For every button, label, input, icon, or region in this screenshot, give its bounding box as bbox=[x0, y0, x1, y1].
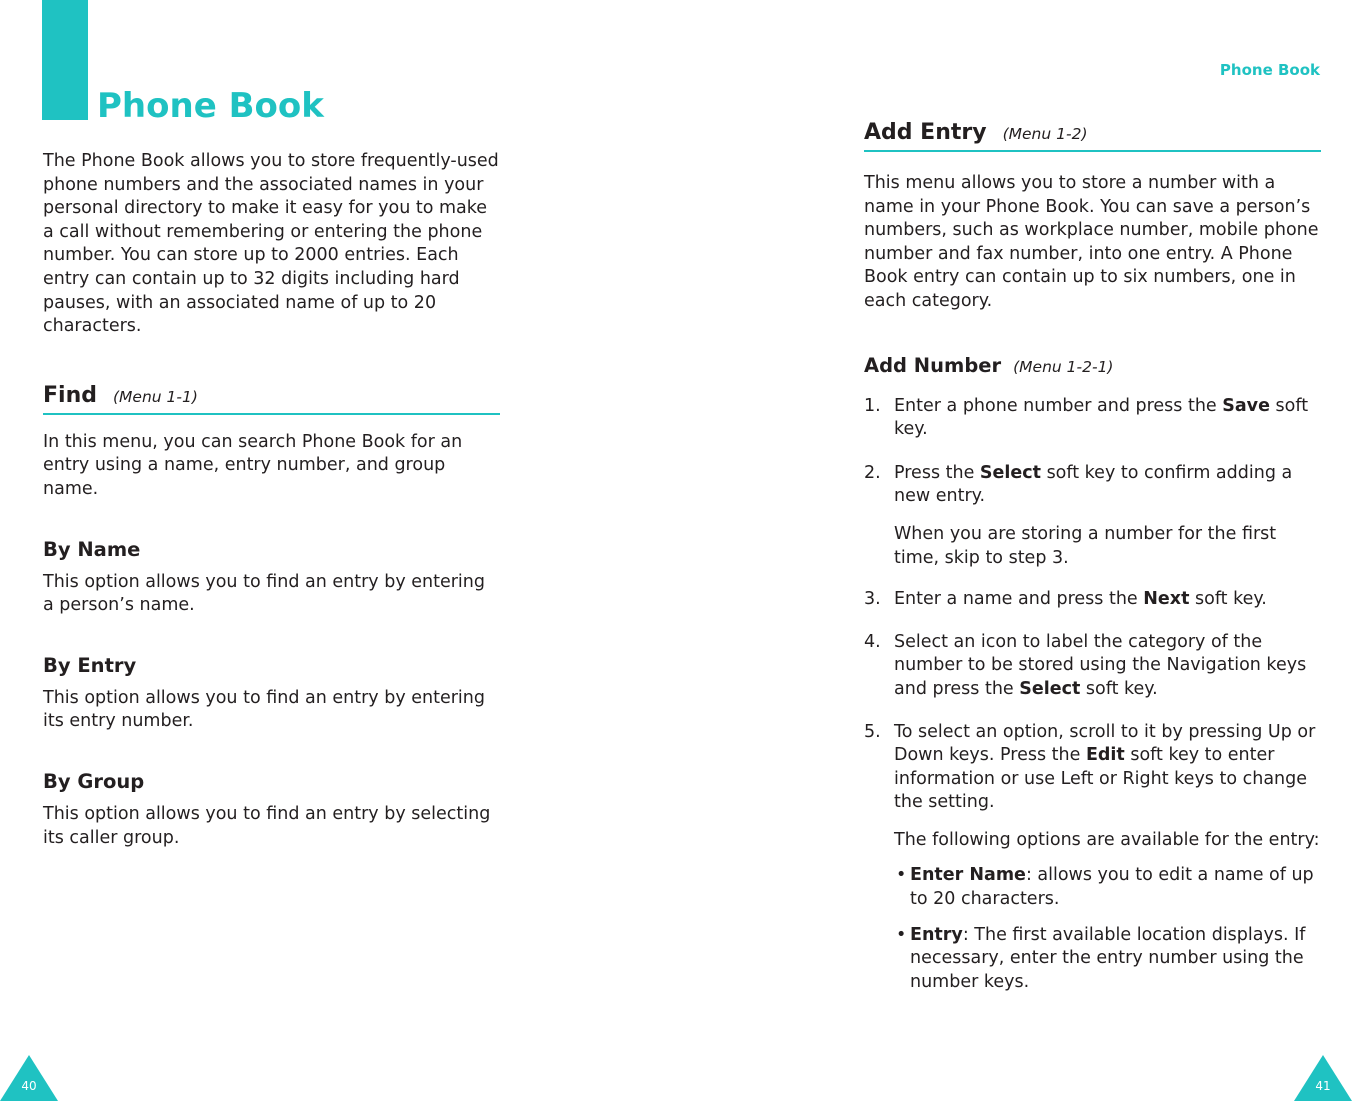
step-item: 2. Press the Select soft key to confirm adding a new entry. bbox=[864, 462, 1321, 509]
step-item: 5. To select an option, scroll to it by pressing Up or Down keys. Press the Edit soft key to enter information or use Left or Right keys to change the setting. bbox=[864, 721, 1321, 815]
right-page-column bbox=[864, 120, 1321, 994]
running-head: Phone Book bbox=[1219, 61, 1320, 79]
step-item: 3. Enter a name and press the Next soft key. bbox=[864, 588, 1321, 612]
chapter-title: Phone Book bbox=[97, 86, 324, 126]
step-number: 4. bbox=[864, 631, 881, 652]
triangle-badge-icon bbox=[0, 1055, 58, 1101]
step-number: 5. bbox=[864, 721, 881, 742]
page-number-left: 40 bbox=[21, 1079, 37, 1093]
step-item: 4. Select an icon to label the category of the number to be stored using the Navigation keys and press the Select soft key. bbox=[864, 631, 1321, 702]
page-number-badge-left bbox=[0, 1055, 58, 1101]
page-number-badge-right bbox=[1294, 1055, 1352, 1101]
step-number: 1. bbox=[864, 395, 881, 416]
intro-paragraph: The Phone Book allows you to store frequently-used phone numbers and the associated names in your personal directory to make it easy for you to make a call without remembering or entering the phone number. You can store up to 2000 entries. Each entry can contain up to 32 digits including hard pauses, with an associated name of up to 20 characters. bbox=[43, 151, 499, 337]
find-paragraph: In this menu, you can search Phone Book for an entry using a name, entry number, and group name. bbox=[43, 431, 463, 499]
add-number-heading bbox=[864, 354, 1321, 377]
step-number: 3. bbox=[864, 589, 881, 610]
add-number-menu-ref: (Menu 1-2-1) bbox=[1013, 357, 1114, 376]
page-number-right: 41 bbox=[1315, 1079, 1331, 1093]
add-entry-paragraph: This menu allows you to store a number with a name in your Phone Book. You can save a person’s numbers, such as workplace number, mobile phone number and fax number, into one entry. A Phone Book entry can contain up to six numbers, one in each category. bbox=[864, 173, 1319, 311]
bullet-icon: • bbox=[896, 865, 907, 886]
steps-list bbox=[864, 395, 1321, 995]
by-group-heading: By Group bbox=[43, 769, 145, 793]
step-item: 1. Enter a phone number and press the Save soft key. bbox=[864, 395, 1321, 442]
find-heading bbox=[43, 383, 500, 415]
by-group-paragraph: This option allows you to find an entry by selecting its caller group. bbox=[43, 803, 491, 848]
bullet-icon: • bbox=[896, 924, 907, 945]
step-note: The following options are available for the entry: bbox=[894, 829, 1320, 850]
by-entry-heading: By Entry bbox=[43, 653, 137, 677]
find-title: Find bbox=[43, 382, 97, 408]
by-entry-paragraph: This option allows you to find an entry by entering its entry number. bbox=[43, 687, 485, 732]
add-number-title: Add Number bbox=[864, 353, 1002, 377]
step-note: When you are storing a number for the first time, skip to step 3. bbox=[894, 523, 1277, 568]
find-menu-ref: (Menu 1-1) bbox=[112, 387, 198, 406]
step-number: 2. bbox=[864, 462, 881, 483]
by-name-paragraph: This option allows you to find an entry by entering a person’s name. bbox=[43, 571, 485, 616]
add-entry-heading bbox=[864, 120, 1321, 152]
chapter-accent-bar bbox=[42, 0, 88, 120]
left-page-column bbox=[43, 150, 500, 850]
add-entry-title: Add Entry bbox=[864, 120, 987, 145]
add-entry-menu-ref: (Menu 1-2) bbox=[1002, 125, 1088, 143]
option-item: • Enter Name: allows you to edit a name of up to 20 characters. bbox=[864, 864, 1321, 911]
triangle-badge-icon bbox=[1294, 1055, 1352, 1101]
by-name-heading: By Name bbox=[43, 537, 141, 561]
option-item: • Entry: The first available location displays. If necessary, enter the entry number using the number keys. bbox=[864, 924, 1321, 995]
